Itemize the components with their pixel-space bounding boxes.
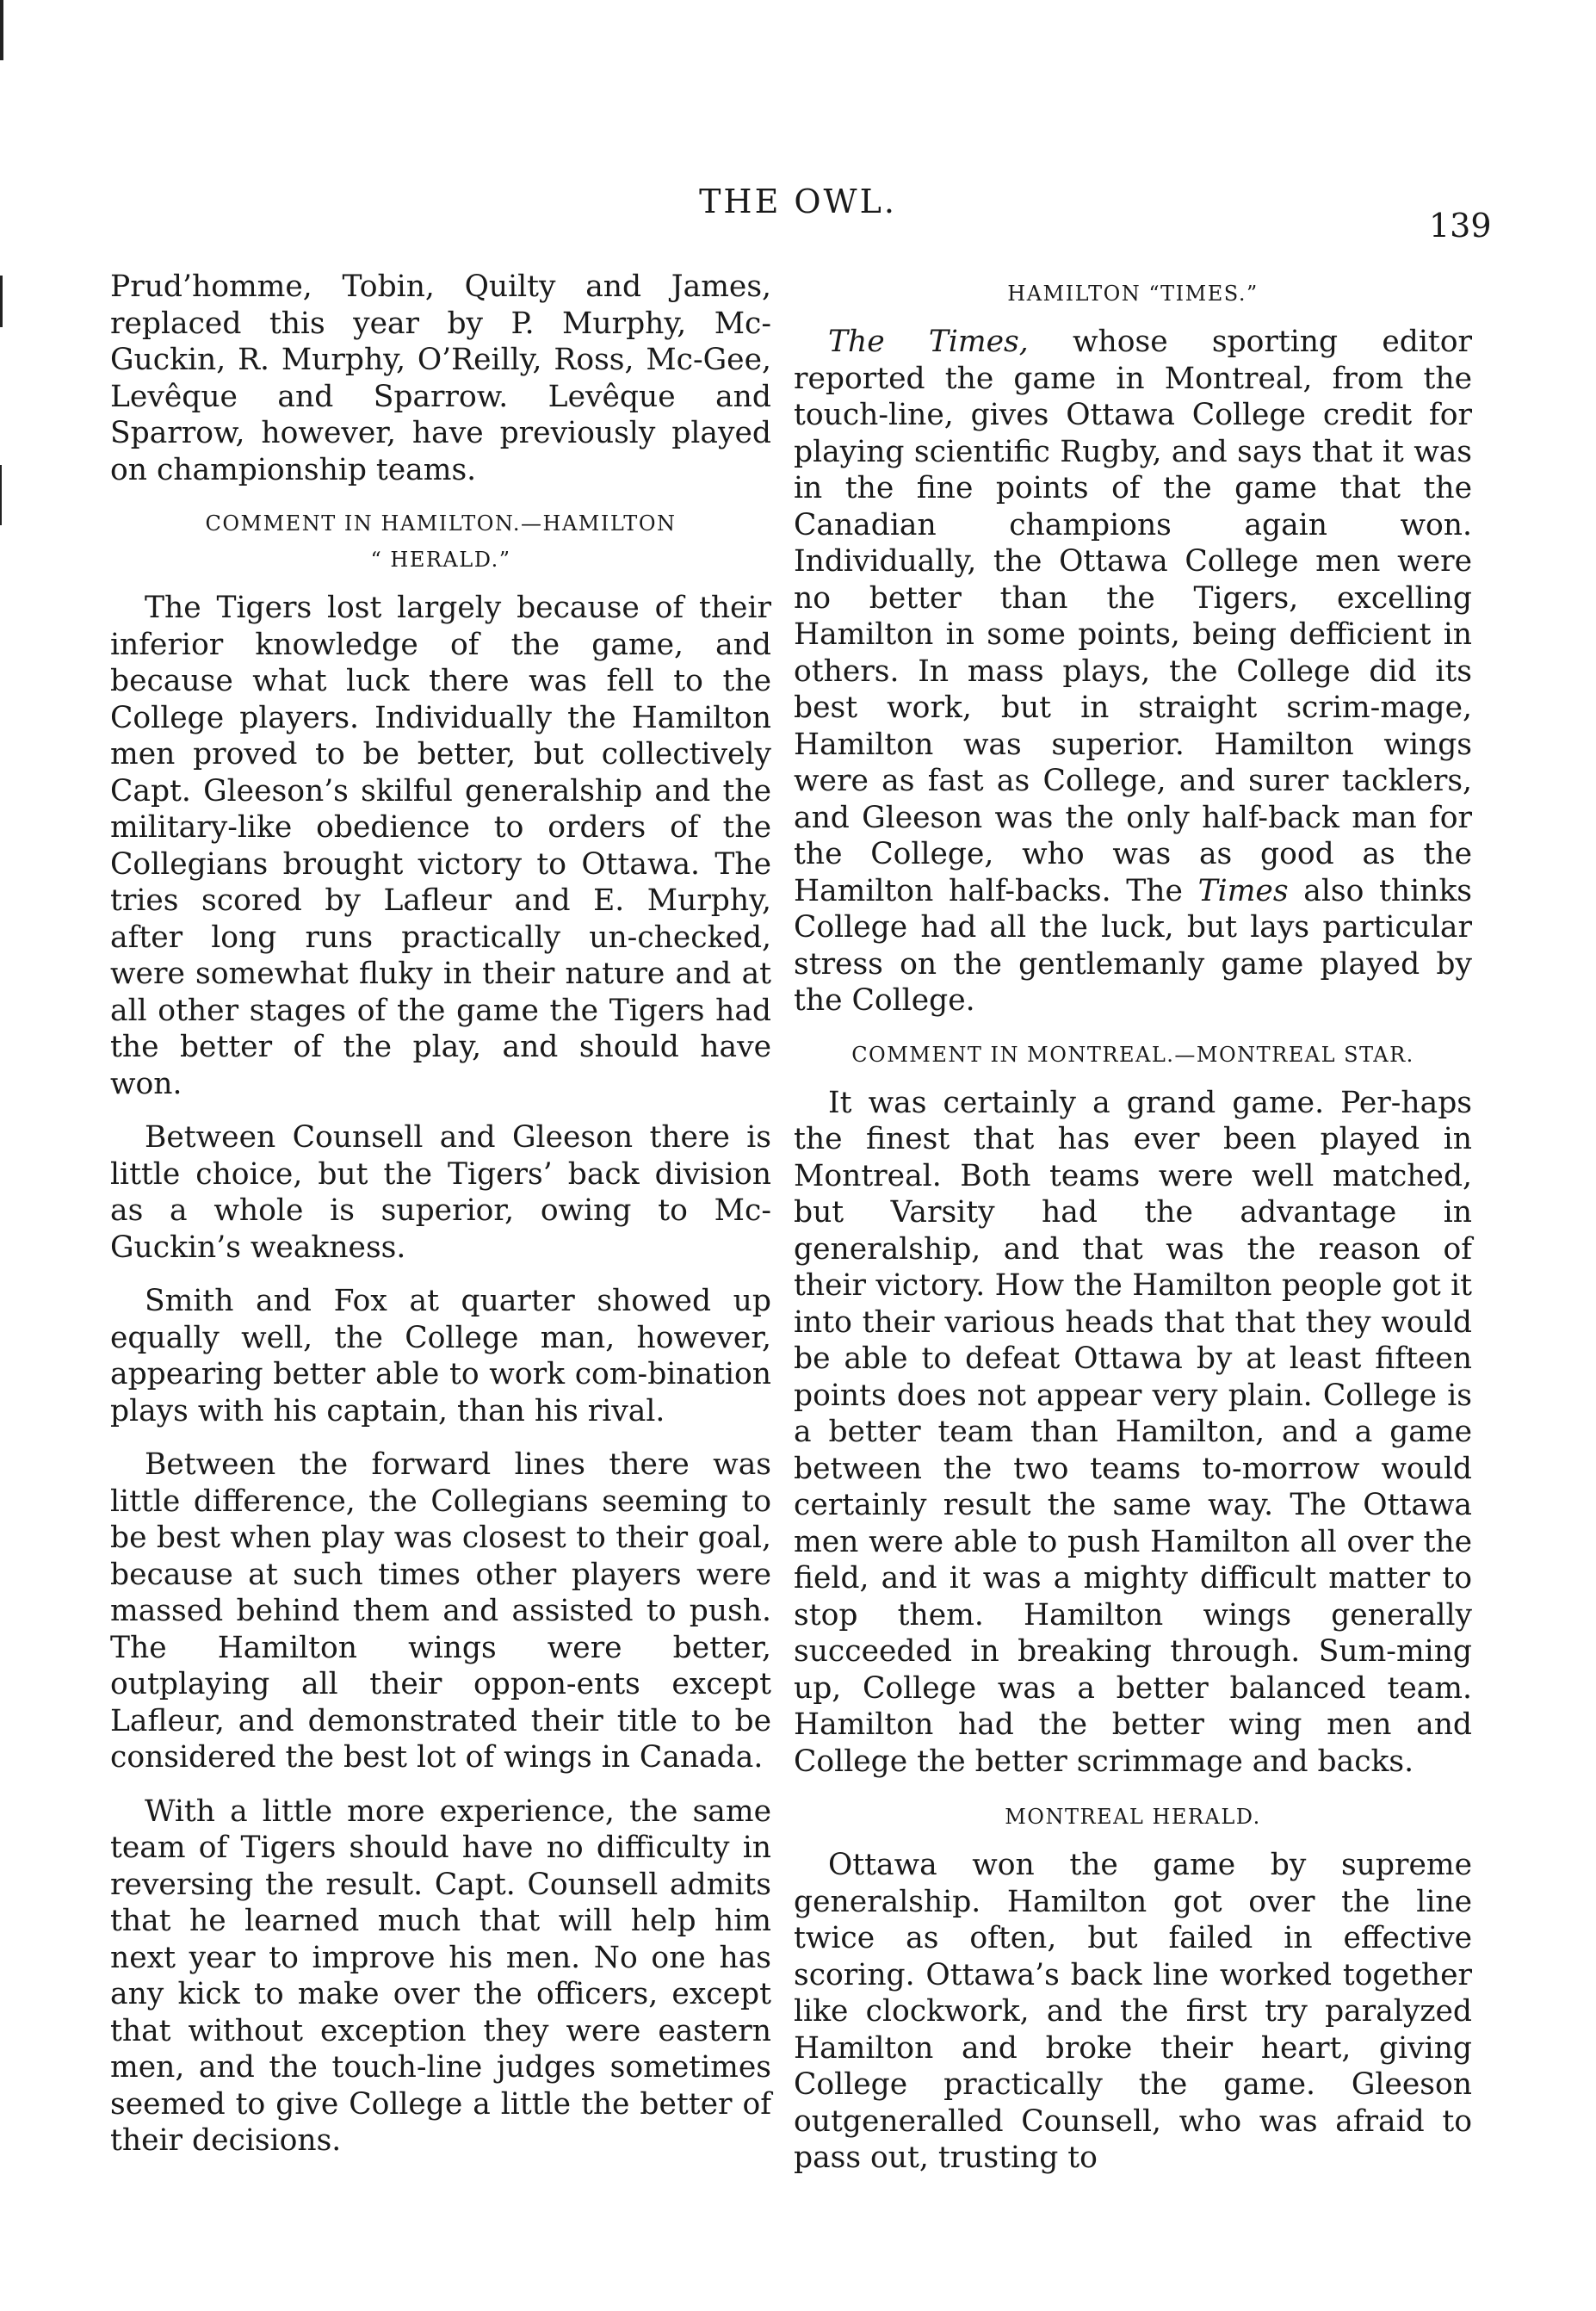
section-heading: MONTREAL HERALD. (1005, 1805, 1261, 1829)
paragraph (794, 324, 1472, 1019)
text-run: whose sporting editor reported the game in Montreal, from the touch-line, gives Ottawa College credit for playing scientific Rugby, and says that it was in the fine points of the game that the Canadian champions again won. Individually, the Ottawa College men were no better than the Tigers, excelling Hamilton in some points, being defficient in others. In mass plays, the College did its best work, but in straight scrim-mage, Hamilton was superior. Hamilton wings were as fast as College, and surer tacklers, and Gleeson was the only half-back man for the College, who was as good as the Hamilton half-backs. The (794, 325, 1472, 908)
paragraph: With a little more experience, the same team of Tigers should have no difficulty in reversing the result. Capt. Counsell admits that he learned much that will help him next year to improve his men. No one has any kick to make over the officers, except that without exception they were eastern men, and the touch-line judges sometimes seemed to give College a little the better of their decisions. (110, 1794, 771, 2158)
section-heading: COMMENT IN MONTREAL.—MONTREAL STAR. (851, 1042, 1414, 1067)
italic-text: Times (1197, 873, 1289, 908)
paragraph: Smith and Fox at quarter showed up equally well, the College man, however, appearing better able to work com-bination plays with his captain, than his rival. (110, 1284, 771, 1428)
scan-edge-mark (0, 0, 3, 60)
page-number: 139 (1429, 207, 1492, 245)
text-run: also thinks College had all the luck, but lays particular stress on the gentlemanly game played by the College. (794, 873, 1472, 1018)
scan-edge-mark (0, 465, 2, 525)
right-column (794, 269, 1472, 2194)
paragraph: Prud’homme, Tobin, Quilty and James, replaced this year by P. Murphy, Mc-Guckin, R. Murphy, O’Reilly, Ross, Mc-Gee, Levêque and Sparrow. Levêque and Sparrow, however, have previously played on championship teams. (110, 270, 771, 487)
scan-edge-mark (0, 276, 3, 327)
left-column (110, 269, 771, 2177)
section-heading-line: “ HERALD.” (370, 548, 511, 572)
paragraph: Between the forward lines there was little difference, the Collegians seeming to be best when play was closest to their goal, because at such times other players were massed behind them and assisted to push. The Hamilton wings were better, outplaying all their oppon-ents except Lafleur, and demonstrated their title to be considered the best lot of wings in Canada. (110, 1447, 771, 1775)
paragraph: Ottawa won the game by supreme generalship. Hamilton got over the line twice as often, but failed in effective scoring. Ottawa’s back line worked together like clockwork, and the first try paralyzed Hamilton and broke their heart, giving College practically the game. Gleeson outgeneralled Counsell, who was afraid to pass out, trusting to (794, 1848, 1472, 2175)
paragraph: The Tigers lost largely because of their inferior knowledge of the game, and because what luck there was fell to the College players. Individually the Hamilton men proved to be better, but collectively Capt. Gleeson’s skilful generalship and the military-like obedience to orders of the Collegians brought victory to Ottawa. The tries scored by Lafleur and E. Murphy, after long runs practically un-checked, were somewhat fluky in their nature and at all other stages of the game the Tigers had the better of the play, and should have won. (110, 591, 771, 1101)
section-heading (110, 505, 771, 578)
running-title: THE OWL. (699, 183, 897, 220)
italic-text: The Times, (828, 325, 1029, 359)
paragraph: It was certainly a grand game. Per-haps the finest that has ever been played in Montreal. Both teams were well matched, but Varsity had the advantage in generalship, and that was the reason of their victory. How the Hamilton people got it into their various heads that that they would be able to defeat Ottawa by at least fifteen points does not appear very plain. College is a better team than Hamilton, and a game between the two teams to-morrow would certainly result the same way. The Ottawa men were able to push Hamilton all over the field, and it was a mighty difficult matter to stop them. Hamilton wings generally succeeded in breaking through. Sum-ming up, College was a better balanced team. Hamilton had the better wing men and College the better scrimmage and backs. (794, 1085, 1472, 1779)
paragraph: Between Counsell and Gleeson there is little choice, but the Tigers’ back division as a whole is superior, owing to Mc-Guckin’s weakness. (110, 1120, 771, 1265)
section-heading-line: COMMENT IN HAMILTON.—HAMILTON (205, 511, 677, 536)
section-heading: HAMILTON “TIMES.” (1007, 282, 1259, 306)
